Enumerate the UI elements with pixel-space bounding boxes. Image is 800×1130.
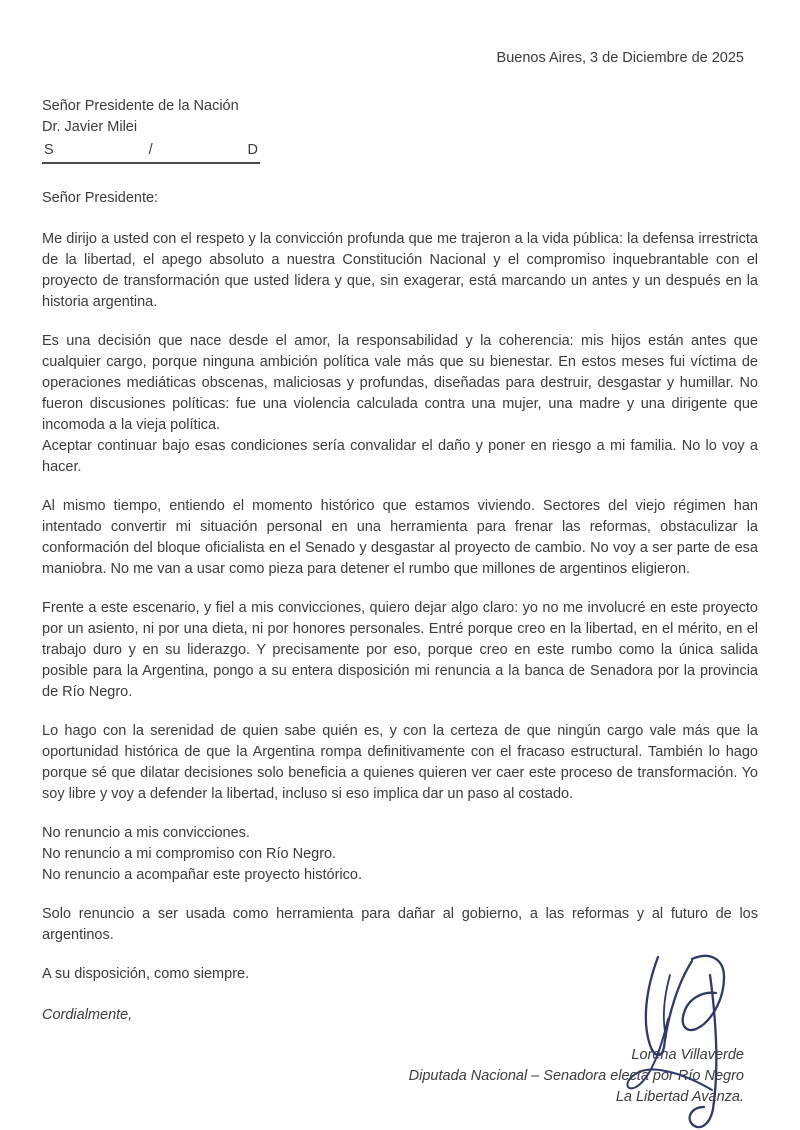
letter-paragraph: Aceptar continuar bajo esas condiciones sería convalidar el daño y poner en riesgo a mi familia. No lo voy a hacer. (42, 438, 758, 475)
recipient-name: Dr. Javier Milei (42, 119, 138, 135)
letter-paragraph: No renuncio a mis convicciones. (42, 825, 250, 841)
date-line: Buenos Aires, 3 de Diciembre de 2025 (496, 50, 744, 66)
letter-body (42, 229, 758, 946)
sd-separator: / (148, 142, 153, 158)
letter-paragraph: Lo hago con la serenidad de quien sabe quién es, y con la certeza de que ningún cargo vale más que la oportunidad histórica de que la Argentina rompa definitivamente con el fracaso estructural. También lo hago porque sé que dilatar decisiones solo beneficia a quienes quieren ver caer este proceso de transformación. Yo soy libre y voy a defender la libertad, incluso si eso implica dar un paso al costado. (42, 723, 758, 802)
sd-line (42, 140, 260, 164)
letter-paragraph: Al mismo tiempo, entiendo el momento histórico que estamos viviendo. Sectores del viejo régimen han intentado convertir mi situación personal en una herramienta para frenar las reformas, obstaculizar la conformación del bloque oficialista en el Senado y desgastar al proyecto de cambio. No voy a ser parte de esa maniobra. No me van a usar como pieza para detener el rumbo que millones de argentinos eligieron. (42, 498, 758, 577)
signature-block (42, 1045, 758, 1108)
recipient-block (42, 96, 758, 164)
sd-left: S (44, 142, 54, 158)
signature-name: Lorena Villaverde (631, 1047, 744, 1063)
letter-paragraph: No renuncio a mi compromiso con Río Negro. (42, 846, 337, 862)
sd-right: D (247, 142, 258, 158)
signature-title: Diputada Nacional – Senadora electa por Río Negro (408, 1068, 744, 1084)
signature-party: La Libertad Avanza. (615, 1089, 744, 1105)
closing-valediction: Cordialmente, (42, 1007, 133, 1023)
closing-availability: A su disposición, como siempre. (42, 966, 250, 982)
recipient-title: Señor Presidente de la Nación (42, 98, 239, 114)
letter-paragraph: Solo renuncio a ser usada como herramienta para dañar al gobierno, a las reformas y al futuro de los argentinos. (42, 906, 758, 943)
letter-paragraph: No renuncio a acompañar este proyecto histórico. (42, 867, 362, 883)
letter-paragraph: Es una decisión que nace desde el amor, la responsabilidad y la coherencia: mis hijos están antes que cualquier cargo, porque ninguna ambición política vale más que su bienestar. En estos meses fui víctima de operaciones mediáticas obscenas, maliciosas y profundas, diseñadas para destruir, desgastar y humillar. No fueron discusiones políticas: fue una violencia calculada contra una mujer, una madre y una dirigente que incomoda a la vieja política. (42, 333, 758, 433)
letter-paragraph: Frente a este escenario, y fiel a mis convicciones, quiero dejar algo claro: yo no me involucré en este proyecto por un asiento, ni por una dieta, ni por honores personales. Entré porque creo en la libertad, en el mérito, en el trabajo duro y en su liderazgo. Y precisamente por eso, porque creo en este rumbo como la única salida posible para la Argentina, pongo a su entera disposición mi renuncia a la banca de Senadora por la provincia de Río Negro. (42, 600, 758, 700)
salutation: Señor Presidente: (42, 190, 159, 206)
letter-paragraph: Me dirijo a usted con el respeto y la convicción profunda que me trajeron a la vida pública: la defensa irrestricta de la libertad, el apego absoluto a nuestra Constitución Nacional y el compromiso inquebrantable con el proyecto de transformación que usted lidera y que, sin exagerar, está marcando un antes y un después en la historia argentina. (42, 231, 758, 310)
